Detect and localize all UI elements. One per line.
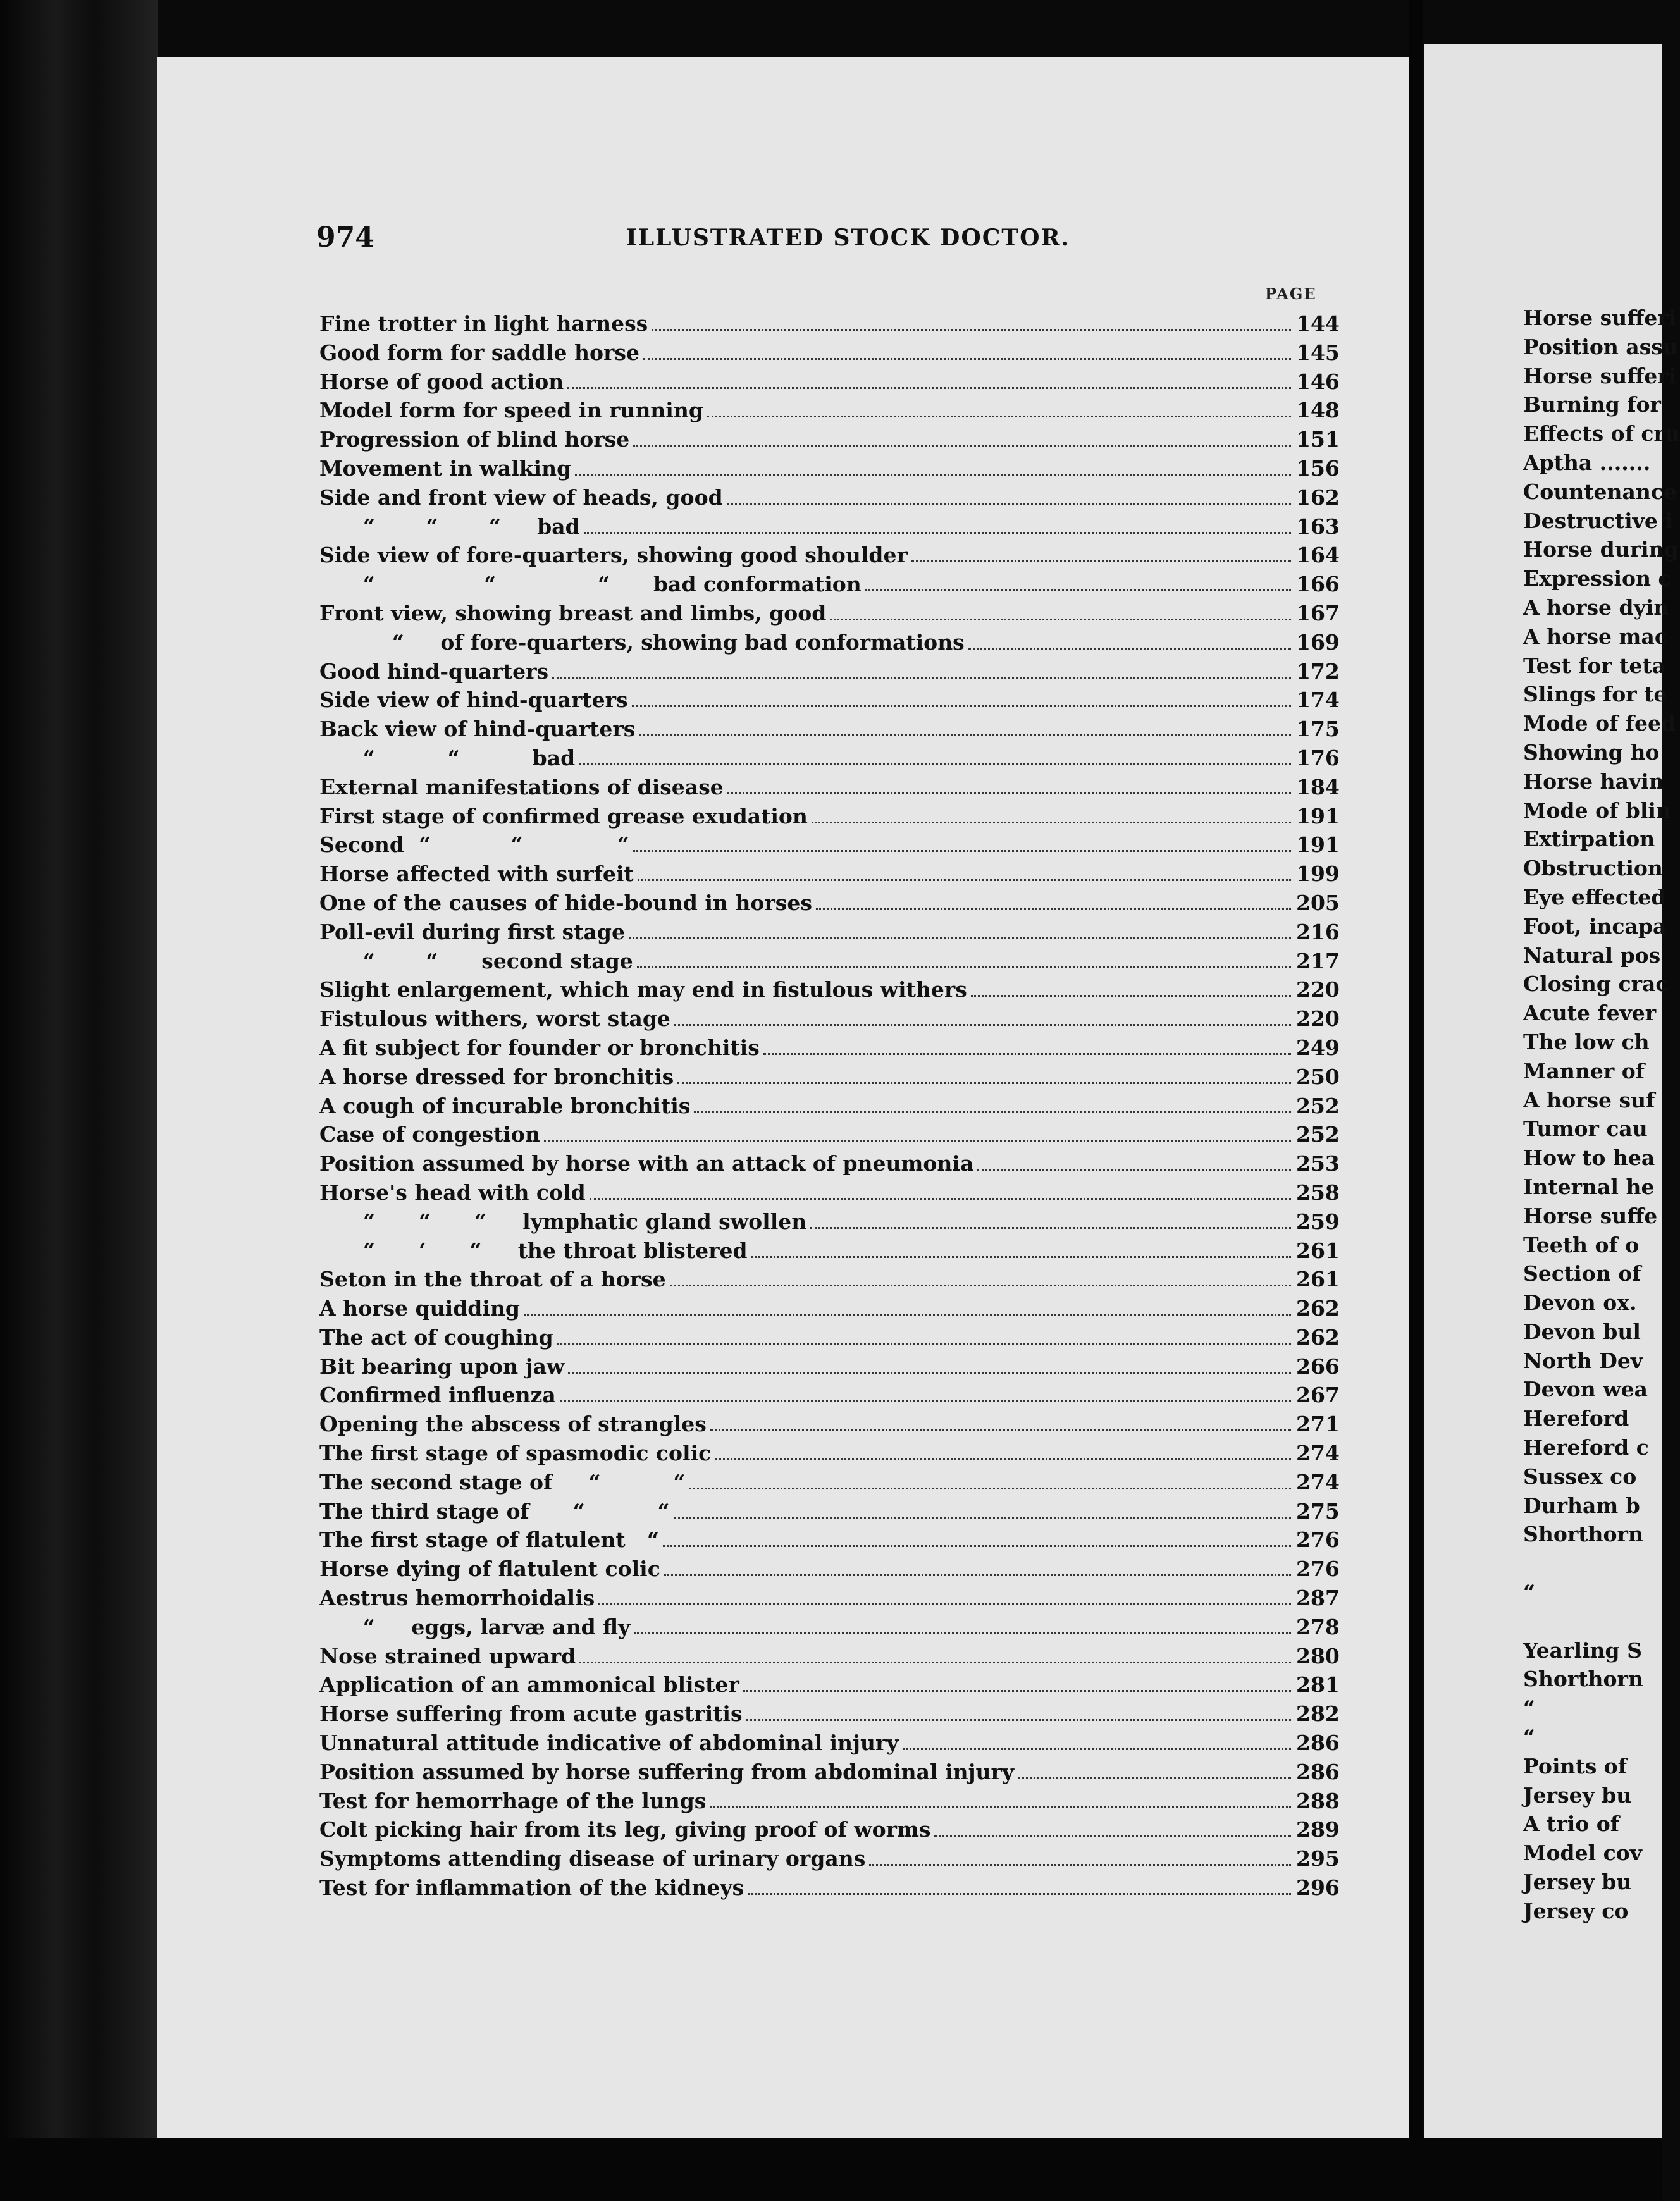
dot-leader: [632, 705, 1291, 707]
entry-page-number: 282: [1296, 1701, 1340, 1727]
entry-page-number: 261: [1296, 1238, 1340, 1263]
dot-leader: [557, 1342, 1291, 1345]
entry-title: A horse quidding: [319, 1296, 520, 1321]
entry-title: The first stage of flatulent “: [319, 1527, 660, 1553]
facing-page-line: Tumor cau: [1523, 1116, 1648, 1142]
entry-page-number: 267: [1296, 1383, 1340, 1408]
entry-page-number: 163: [1296, 514, 1340, 539]
entry-title: Second “ “ “: [319, 832, 629, 858]
dot-leader: [560, 1400, 1291, 1402]
entry-page-number: 174: [1296, 687, 1340, 713]
index-entry: [319, 629, 1340, 659]
index-entry: [319, 1527, 1340, 1557]
facing-page-line: Devon ox.: [1523, 1290, 1637, 1316]
facing-page-line: [1523, 1549, 1680, 1578]
facing-page-line: Internal he: [1523, 1174, 1655, 1199]
entry-page-number: 145: [1296, 340, 1340, 365]
entry-title: Opening the abscess of strangles: [319, 1412, 707, 1437]
facing-page-line: Mode of blin: [1523, 798, 1671, 823]
facing-page-line: Jersey bu: [1523, 1782, 1632, 1808]
entry-page-number: 217: [1296, 948, 1340, 973]
facing-page-line: Points of: [1523, 1753, 1627, 1779]
dot-leader: [639, 734, 1291, 736]
entry-title: Side view of hind-quarters: [319, 687, 628, 713]
facing-page-line: Model cov: [1523, 1840, 1642, 1866]
facing-page-line: Mode of feed: [1523, 711, 1676, 736]
entry-page-number: 191: [1296, 832, 1340, 858]
dot-leader: [524, 1313, 1291, 1316]
index-entry: [319, 1701, 1340, 1730]
dot-leader: [751, 1255, 1291, 1258]
entry-title: Position assumed by horse with an attack of pneumonia: [319, 1151, 974, 1176]
entry-page-number: 271: [1296, 1412, 1340, 1437]
entry-title: Fine trotter in light harness: [319, 311, 648, 336]
dot-leader: [670, 1284, 1291, 1286]
entry-title: First stage of confirmed grease exudation: [319, 803, 808, 829]
entry-page-number: 250: [1296, 1064, 1340, 1089]
index-entry: [319, 484, 1340, 514]
entry-page-number: 266: [1296, 1353, 1340, 1379]
entry-title: Horse's head with cold: [319, 1180, 586, 1205]
entry-title: Unnatural attitude indicative of abdominal injury: [319, 1730, 899, 1756]
entry-title: A cough of incurable bronchitis: [319, 1093, 691, 1118]
index-entry: [319, 803, 1340, 833]
entry-title: Seton in the throat of a horse: [319, 1267, 666, 1292]
index-entry: [319, 717, 1340, 746]
dot-leader: [715, 1458, 1291, 1460]
dot-leader: [743, 1689, 1291, 1692]
index-entry: [319, 977, 1340, 1006]
facing-page-line: A trio of: [1523, 1811, 1619, 1837]
index-entry: [319, 1643, 1340, 1673]
dot-leader: [677, 1082, 1291, 1084]
index-entry: [319, 1557, 1340, 1586]
entry-title: “ “ “ lymphatic gland swollen: [319, 1209, 807, 1234]
facing-page-line: Expression c: [1523, 566, 1671, 591]
dot-leader: [638, 879, 1291, 881]
entry-page-number: 258: [1296, 1180, 1340, 1205]
entry-page-number: 276: [1296, 1557, 1340, 1582]
dot-leader: [590, 1197, 1291, 1200]
dot-leader: [598, 1603, 1291, 1605]
dot-leader: [710, 1429, 1291, 1431]
facing-page-line: Yearling S: [1523, 1637, 1642, 1663]
entry-title: Confirmed influenza: [319, 1383, 556, 1408]
facing-page-line: Showing ho: [1523, 739, 1660, 765]
dot-leader: [748, 1892, 1291, 1895]
index-entry: [319, 572, 1340, 601]
facing-page-line: Natural pos: [1523, 942, 1661, 968]
scan-border-left: [0, 0, 158, 2201]
entry-page-number: 274: [1296, 1469, 1340, 1495]
entry-page-number: 162: [1296, 484, 1340, 510]
entry-title: The third stage of “ “: [319, 1498, 670, 1524]
entry-title: “ “ bad: [319, 745, 576, 770]
index-entry: [319, 1469, 1340, 1499]
entry-page-number: 184: [1296, 774, 1340, 799]
entry-page-number: 295: [1296, 1846, 1340, 1871]
index-entry: [319, 1238, 1340, 1267]
index-entry: [319, 514, 1340, 543]
entry-title: Poll-evil during first stage: [319, 919, 625, 944]
entry-title: Horse dying of flatulent colic: [319, 1557, 660, 1582]
entry-page-number: 172: [1296, 658, 1340, 684]
entry-title: Aestrus hemorrhoidalis: [319, 1586, 595, 1611]
entry-title: A horse dressed for bronchitis: [319, 1064, 674, 1089]
entry-title: “ “ “ bad: [319, 514, 580, 539]
facing-page-line: Foot, incapa: [1523, 913, 1667, 939]
entry-title: Model form for speed in running: [319, 398, 703, 423]
facing-page-line: Burning for: [1523, 392, 1661, 417]
dot-leader: [674, 1023, 1291, 1026]
facing-page-line: Horse sufferi: [1523, 363, 1677, 388]
index-entry: [319, 543, 1340, 572]
entry-title: The act of coughing: [319, 1324, 553, 1350]
dot-leader: [977, 1168, 1291, 1171]
index-entry: [319, 1006, 1340, 1035]
entry-page-number: 148: [1296, 398, 1340, 423]
index-entry: [319, 774, 1340, 804]
entry-page-number: 249: [1296, 1035, 1340, 1060]
entry-page-number: 262: [1296, 1296, 1340, 1321]
facing-page-line: A horse mac: [1523, 624, 1667, 649]
entry-page-number: 156: [1296, 455, 1340, 481]
index-entry: [319, 1846, 1340, 1875]
index-entry: [319, 658, 1340, 688]
entry-title: A fit subject for founder or bronchitis: [319, 1035, 760, 1060]
scan-border-bottom: [0, 2138, 1662, 2201]
index-entry: [319, 1180, 1340, 1209]
facing-page-line: Devon bul: [1523, 1319, 1641, 1344]
index-entry: [319, 1412, 1340, 1441]
index-entry: [319, 1498, 1340, 1528]
facing-page-line: Jersey bu: [1523, 1870, 1632, 1895]
entry-title: Back view of hind-quarters: [319, 717, 636, 742]
index-entry: [319, 1267, 1340, 1296]
facing-page-line: Shorthorn: [1523, 1522, 1643, 1547]
index-entry: [319, 1093, 1340, 1123]
index-entry: [319, 311, 1340, 340]
entry-page-number: 275: [1296, 1498, 1340, 1524]
entry-title: Application of an ammonical blister: [319, 1672, 739, 1698]
facing-page-line: Section of: [1523, 1261, 1641, 1286]
dot-leader: [911, 560, 1291, 562]
entry-title: Good hind-quarters: [319, 658, 549, 684]
entry-title: “ “ second stage: [319, 948, 633, 973]
dot-leader: [903, 1748, 1291, 1750]
facing-page-line: North Dev: [1523, 1348, 1643, 1373]
dot-leader: [694, 1111, 1291, 1113]
index-entry: [319, 948, 1340, 978]
facing-page-line: Acute fever: [1523, 1001, 1657, 1026]
dot-leader: [810, 1226, 1291, 1229]
dot-leader: [584, 531, 1291, 534]
index-entry: [319, 427, 1340, 456]
facing-page-line: Test for teta: [1523, 653, 1666, 678]
index-entry: [319, 1875, 1340, 1904]
dot-leader: [633, 849, 1291, 852]
facing-page-line: Effects of cru: [1523, 421, 1680, 447]
page-gutter: [1409, 0, 1423, 2201]
entry-title: “ of fore-quarters, showing bad conformations: [319, 629, 965, 655]
entry-page-number: 296: [1296, 1875, 1340, 1901]
facing-page-line: “: [1523, 1696, 1535, 1721]
facing-page-line: “: [1523, 1580, 1535, 1605]
entry-page-number: 261: [1296, 1267, 1340, 1292]
index-entry: [319, 919, 1340, 949]
dot-leader: [643, 357, 1291, 360]
dot-leader: [633, 444, 1291, 447]
index-entry: [319, 600, 1340, 630]
entry-title: Test for hemorrhage of the lungs: [319, 1788, 707, 1813]
dot-leader: [710, 1806, 1291, 1808]
dot-leader: [674, 1516, 1291, 1519]
dot-leader: [746, 1718, 1291, 1721]
entry-title: Case of congestion: [319, 1122, 540, 1147]
index-entry: [319, 369, 1340, 398]
facing-page-line: Devon wea: [1523, 1377, 1648, 1402]
dot-leader: [812, 821, 1291, 823]
facing-page-line: Hereford: [1523, 1406, 1629, 1431]
entry-title: Colt picking hair from its leg, giving proof of worms: [319, 1817, 931, 1842]
dot-leader: [579, 763, 1291, 765]
entry-page-number: 220: [1296, 1006, 1340, 1032]
facing-page-line: “: [1523, 1725, 1535, 1750]
facing-page-list: [1523, 304, 1680, 1926]
index-entry: [319, 745, 1340, 775]
dot-leader: [552, 676, 1291, 679]
facing-page-line: Horse suffe: [1523, 1203, 1658, 1228]
facing-page-line: [1523, 1607, 1680, 1636]
entry-page-number: 288: [1296, 1788, 1340, 1813]
dot-leader: [568, 1371, 1291, 1374]
index-entry: [319, 832, 1340, 861]
entry-title: The second stage of “ “: [319, 1469, 686, 1495]
entry-page-number: 169: [1296, 629, 1340, 655]
dot-leader: [816, 908, 1291, 910]
entry-page-number: 205: [1296, 890, 1340, 915]
dot-leader: [763, 1052, 1291, 1055]
facing-page-line: Teeth of o: [1523, 1232, 1640, 1257]
facing-page-line: Sussex co: [1523, 1464, 1637, 1489]
facing-page-line: The low ch: [1523, 1029, 1650, 1054]
dot-leader: [830, 618, 1291, 620]
index-entry: [319, 1383, 1340, 1412]
dot-leader: [689, 1487, 1291, 1489]
dot-leader: [652, 328, 1291, 331]
facing-page-line: Countenance: [1523, 479, 1677, 504]
index-entry: [319, 1672, 1340, 1701]
entry-title: Good form for saddle horse: [319, 340, 639, 365]
entry-title: Side view of fore-quarters, showing good shoulder: [319, 543, 908, 568]
entry-page-number: 199: [1296, 861, 1340, 887]
entry-title: Horse affected with surfeit: [319, 861, 634, 887]
entry-page-number: 286: [1296, 1759, 1340, 1784]
entry-title: Bit bearing upon jaw: [319, 1353, 565, 1379]
dot-leader: [971, 994, 1291, 997]
index-entry: [319, 340, 1340, 369]
facing-page-line: Hereford c: [1523, 1435, 1649, 1460]
entry-title: Front view, showing breast and limbs, good: [319, 600, 827, 626]
index-entry: [319, 1614, 1340, 1644]
entry-page-number: 216: [1296, 919, 1340, 944]
entry-page-number: 262: [1296, 1324, 1340, 1350]
entry-page-number: 287: [1296, 1586, 1340, 1611]
dot-leader: [934, 1834, 1291, 1837]
facing-page-line: Extirpation: [1523, 827, 1655, 852]
index-entry: [319, 1586, 1340, 1615]
index-entry: [319, 1122, 1340, 1151]
entry-page-number: 151: [1296, 427, 1340, 452]
entry-title: Movement in walking: [319, 455, 572, 481]
entry-page-number: 166: [1296, 572, 1340, 597]
dot-leader: [544, 1139, 1291, 1142]
facing-page-line: Destructive i: [1523, 508, 1673, 533]
facing-page-line: Eye effected: [1523, 884, 1666, 909]
entry-page-number: 144: [1296, 311, 1340, 336]
facing-page-line: Obstruction: [1523, 856, 1663, 881]
facing-page-line: A horse suf: [1523, 1087, 1655, 1113]
page-column-header: PAGE: [1265, 285, 1317, 303]
index-entry: [319, 861, 1340, 891]
index-entry: [319, 1035, 1340, 1064]
entry-page-number: 280: [1296, 1643, 1340, 1668]
entry-title: Symptoms attending disease of urinary organs: [319, 1846, 866, 1871]
facing-page-line: Horse during: [1523, 537, 1679, 562]
index-entry: [319, 1817, 1340, 1846]
entry-page-number: 252: [1296, 1122, 1340, 1147]
index-entry: [319, 890, 1340, 920]
entry-page-number: 167: [1296, 600, 1340, 626]
entry-page-number: 191: [1296, 803, 1340, 829]
entry-page-number: 276: [1296, 1527, 1340, 1553]
entry-page-number: 286: [1296, 1730, 1340, 1756]
facing-page-line: Aptha .......: [1523, 450, 1651, 475]
entry-title: Horse suffering from acute gastritis: [319, 1701, 743, 1727]
entry-page-number: 289: [1296, 1817, 1340, 1842]
index-entry: [319, 1788, 1340, 1818]
entry-page-number: 175: [1296, 717, 1340, 742]
facing-page-line: Horse havin: [1523, 768, 1664, 794]
entry-title: Test for inflammation of the kidneys: [319, 1875, 744, 1901]
entry-page-number: 281: [1296, 1672, 1340, 1698]
entry-page-number: 146: [1296, 369, 1340, 394]
dot-leader: [865, 589, 1291, 591]
index-entry: [319, 687, 1340, 717]
entry-title: Position assumed by horse suffering from abdominal injury: [319, 1759, 1015, 1784]
dot-leader: [634, 1632, 1291, 1634]
facing-page-line: Horse sufferi: [1523, 305, 1677, 330]
entry-title: Nose strained upward: [319, 1643, 576, 1668]
dot-leader: [663, 1544, 1291, 1547]
dot-leader: [727, 502, 1291, 505]
entry-title: Side and front view of heads, good: [319, 484, 723, 510]
page-number: 974: [316, 221, 374, 254]
facing-page-line: Closing crac: [1523, 971, 1669, 997]
entry-title: Horse of good action: [319, 369, 564, 394]
entry-page-number: 274: [1296, 1441, 1340, 1466]
illustration-index-list: [319, 311, 1340, 1904]
entry-title: Progression of blind horse: [319, 427, 630, 452]
index-entry: [319, 1209, 1340, 1238]
index-entry: [319, 1064, 1340, 1094]
entry-page-number: 259: [1296, 1209, 1340, 1234]
dot-leader: [664, 1574, 1291, 1576]
dot-leader: [1018, 1777, 1291, 1779]
entry-page-number: 253: [1296, 1151, 1340, 1176]
facing-page-line: A horse dyin: [1523, 595, 1669, 620]
entry-title: The first stage of spasmodic colic: [319, 1441, 712, 1466]
index-entry: [319, 455, 1340, 485]
dot-leader: [575, 473, 1291, 476]
index-entry: [319, 1151, 1340, 1180]
dot-leader: [637, 966, 1291, 968]
entry-title: “ “ “ bad conformation: [319, 572, 862, 597]
dot-leader: [629, 937, 1291, 939]
entry-title: “ ‘ “ the throat blistered: [319, 1238, 748, 1263]
entry-title: Fistulous withers, worst stage: [319, 1006, 670, 1032]
entry-page-number: 220: [1296, 977, 1340, 1002]
index-entry: [319, 1441, 1340, 1470]
entry-page-number: 164: [1296, 543, 1340, 568]
entry-page-number: 252: [1296, 1093, 1340, 1118]
dot-leader: [968, 647, 1291, 650]
dot-leader: [579, 1661, 1291, 1663]
facing-page-line: Manner of: [1523, 1058, 1645, 1083]
facing-page-line: Jersey co: [1523, 1898, 1629, 1923]
facing-page-line: How to hea: [1523, 1145, 1655, 1171]
entry-title: “ eggs, larvæ and fly: [319, 1614, 631, 1639]
facing-page-line: Slings for te: [1523, 682, 1667, 707]
facing-page-line: Shorthorn: [1523, 1667, 1643, 1692]
entry-page-number: 176: [1296, 745, 1340, 770]
entry-title: Slight enlargement, which may end in fistulous withers: [319, 977, 967, 1002]
index-entry: [319, 1353, 1340, 1383]
dot-leader: [727, 792, 1291, 794]
dot-leader: [869, 1863, 1291, 1866]
index-entry: [319, 1324, 1340, 1354]
index-entry: [319, 1296, 1340, 1325]
index-entry: [319, 1759, 1340, 1789]
running-head: ILLUSTRATED STOCK DOCTOR.: [626, 225, 1070, 251]
dot-leader: [567, 386, 1291, 389]
index-entry: [319, 1730, 1340, 1760]
index-entry: [319, 398, 1340, 427]
facing-page-line: Durham b: [1523, 1493, 1640, 1518]
dot-leader: [707, 415, 1291, 417]
entry-title: External manifestations of disease: [319, 774, 724, 799]
facing-page-line: Position assu: [1523, 334, 1678, 359]
entry-page-number: 278: [1296, 1614, 1340, 1639]
entry-title: One of the causes of hide-bound in horses: [319, 890, 812, 915]
